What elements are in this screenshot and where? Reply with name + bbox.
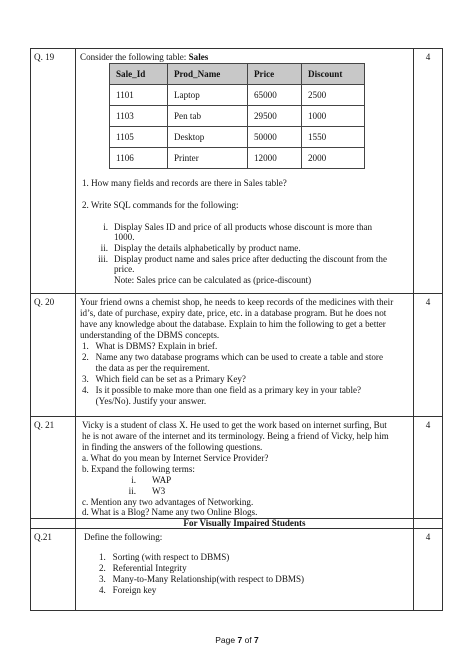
table-cell: 65000 [248,85,302,106]
table-cell: Printer [168,148,248,169]
table-cell: 2500 [302,85,365,106]
q20-paragraph-line: Your friend owns a chemist shop, he needs to keep records of the medicines with their [80,297,394,307]
sales-header-price: Price [248,64,302,85]
table-row [110,127,365,148]
table-cell: 12000 [248,148,302,169]
q21-part-d: d. What is a Blog? Name any two Online Blogs. [82,507,258,517]
q21-part-b-ii-text: W3 [152,486,166,496]
q20-list-item: the data as per the requirement. [82,363,210,373]
q21-part-b-i-text: WAP [152,475,172,485]
table-row [110,85,365,106]
q21-part-a: a. What do you mean by Internet Service Provider? [82,453,269,463]
table-cell: 2000 [302,148,365,169]
table-cell: 50000 [248,127,302,148]
table-cell: Pen tab [168,106,248,127]
table-cell: 1106 [110,148,168,169]
sales-header-sale-id: Sale_Id [110,64,168,85]
table-row [110,106,365,127]
q19-sub-i-line-1: Display Sales ID and price of all products whose discount is more than [114,222,373,232]
table-cell: 1101 [110,85,168,106]
q21-vi-intro: Define the following: [84,532,163,542]
row-divider-q20 [30,293,443,294]
q19-intro [80,52,208,63]
q20-list-item: 3. Which field can be set as a Primary Key? [82,374,246,384]
q21-paragraph-line: he is not aware of the internet and its terminology. Being a friend of Vicky, help him [82,431,389,441]
table-cell: 1550 [302,127,365,148]
table-cell: Desktop [168,127,248,148]
q20-paragraph-line: id’s, date of purchase, expiry date, price, etc. in a database program. But he does not [80,308,387,318]
q19-sub-iii-line-2: price. [114,264,135,274]
frame-bottom-border [30,610,443,611]
footer-current-page: 7 [237,635,243,645]
q20-list-item: 2. Name any two database programs which can be used to create a table and store [82,352,383,362]
table-cell: 1103 [110,106,168,127]
frame-left-border [30,48,31,611]
marks-column-divider [413,48,414,611]
q20-paragraph-line: have any knowledge about the database. Explain to him the following to get a better [80,319,386,329]
footer-prefix: Page [215,635,238,645]
q19-sub-i-line-2: 1000. [114,232,135,242]
q19-sub-ii-number: ii. [100,243,108,253]
sales-header-discount: Discount [302,64,365,85]
q20-list-item: (Yes/No). Justify your answer. [82,396,207,406]
q21-part-b-ii-number: ii. [128,486,136,496]
marks-q21: 4 [425,420,431,430]
q21-vi-list-item: 1. Sorting (with respect to DBMS) [99,552,230,562]
q19-intro-text: Consider the following table: [80,52,189,62]
question-number-q19: Q. 19 [34,52,55,62]
table-cell: 1105 [110,127,168,148]
question-number-q21: Q. 21 [34,420,55,430]
q21-part-b-i-number: i. [131,475,136,485]
table-cell: 29500 [248,106,302,127]
sales-header-prod-name: Prod_Name [168,64,248,85]
marks-q19: 4 [425,52,431,62]
q19-table-name: Sales [188,52,209,62]
frame-top-border [30,48,443,49]
q21-paragraph-line: Vicky is a student of class X. He used to get the work based on internet surfing, But [82,420,387,430]
q20-list-item: 4. Is it possible to make more than one field as a primary key in your table? [82,385,362,395]
q19-sub-ii-text: Display the details alphabetically by product name. [114,243,301,253]
q21-part-c: c. Mention any two advantages of Networking. [82,497,254,507]
page-footer [0,635,474,646]
q19-sub-iii-line-1: Display product name and sales price after deducting the discount from the [114,254,387,264]
table-row [110,148,365,169]
q20-paragraph-line: understanding of the DBMS concepts. [80,330,220,340]
table-cell: Laptop [168,85,248,106]
q21-vi-list-item: 2. Referential Integrity [99,563,187,573]
sales-table-header-row [110,64,365,85]
visually-impaired-heading: For Visually Impaired Students [183,518,306,528]
q19-note: Note: Sales price can be calculated as (price-discount) [114,275,312,285]
q21-part-b: b. Expand the following terms: [82,464,195,474]
marks-q20: 4 [425,297,431,307]
footer-middle: of [242,635,255,645]
question-number-q20: Q. 20 [34,297,55,307]
marks-q21-vi: 4 [425,532,431,542]
q20-list-item: 1. What is DBMS? Explain in brief. [82,341,218,351]
q19-part-1: 1. How many fields and records are there in Sales table? [82,178,287,188]
table-cell: 1000 [302,106,365,127]
frame-right-border [442,48,443,611]
row-divider-q21 [30,416,443,417]
q19-sub-iii-number: iii. [98,254,108,264]
q21-paragraph-line: in finding the answers of the following questions. [82,442,263,452]
sales-table [109,63,365,169]
footer-total-pages: 7 [254,635,259,645]
q19-sub-i-number: i. [103,222,108,232]
q19-part-2: 2. Write SQL commands for the following: [82,200,239,210]
q21-vi-list-item: 4. Foreign key [99,585,157,595]
q21-vi-list-item: 3. Many-to-Many Relationship(with respect to DBMS) [99,574,305,584]
question-number-q21-vi: Q.21 [34,532,52,542]
